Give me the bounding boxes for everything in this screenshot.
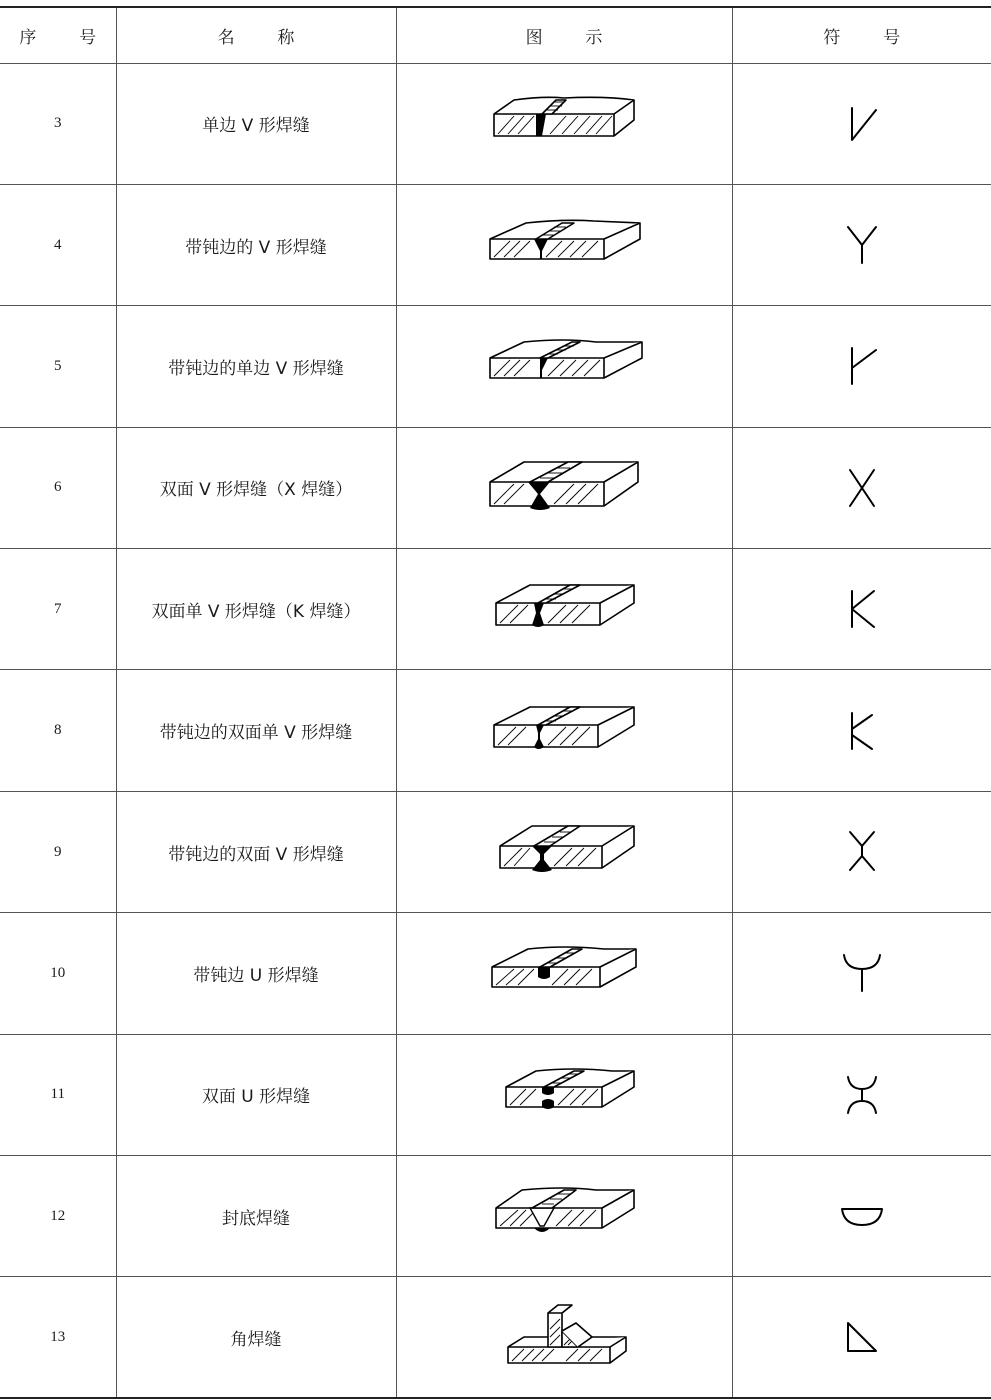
table-row [0, 63, 991, 184]
v-butt-weld-with-root-face-illustration [396, 184, 732, 305]
table-row [0, 791, 991, 912]
single-bevel-symbol [732, 63, 991, 184]
double-u-symbol [732, 1034, 991, 1155]
table-row [0, 1277, 991, 1398]
x-symbol [732, 427, 991, 548]
row-index: 9 [0, 791, 116, 912]
row-index: 13 [0, 1277, 116, 1398]
backing-weld-symbol [732, 1156, 991, 1277]
u-symbol [732, 913, 991, 1034]
single-bevel-with-root-face-illustration [396, 306, 732, 427]
row-name: 单边 V 形焊缝 [116, 63, 396, 184]
row-index: 8 [0, 670, 116, 791]
double-v-weld-illustration [396, 427, 732, 548]
row-index: 7 [0, 549, 116, 670]
k-symbol [732, 549, 991, 670]
row-name: 双面 U 形焊缝 [116, 1034, 396, 1155]
row-name: 带钝边的双面单 V 形焊缝 [116, 670, 396, 791]
row-name: 角焊缝 [116, 1277, 396, 1398]
row-index: 6 [0, 427, 116, 548]
header-index: 序 号 [0, 7, 116, 63]
header-symbol: 符 号 [732, 7, 991, 63]
backing-weld-illustration [396, 1156, 732, 1277]
double-bevel-weld-illustration [396, 549, 732, 670]
table-row [0, 306, 991, 427]
table-row [0, 670, 991, 791]
row-index: 3 [0, 63, 116, 184]
table-row [0, 913, 991, 1034]
row-name: 带钝边 U 形焊缝 [116, 913, 396, 1034]
row-name: 带钝边的单边 V 形焊缝 [116, 306, 396, 427]
table-row [0, 549, 991, 670]
double-v-with-root-face-illustration [396, 791, 732, 912]
single-bevel-butt-weld-illustration [396, 63, 732, 184]
row-index: 12 [0, 1156, 116, 1277]
u-weld-with-root-face-illustration [396, 913, 732, 1034]
y-symbol [732, 184, 991, 305]
weld-symbol-table [0, 6, 991, 1399]
row-name: 双面单 V 形焊缝（K 焊缝） [116, 549, 396, 670]
double-u-weld-illustration [396, 1034, 732, 1155]
header-name: 名 称 [116, 7, 396, 63]
row-name: 双面 V 形焊缝（X 焊缝） [116, 427, 396, 548]
row-index: 10 [0, 913, 116, 1034]
row-name: 带钝边的双面 V 形焊缝 [116, 791, 396, 912]
table-row [0, 1156, 991, 1277]
table-row [0, 184, 991, 305]
row-name: 带钝边的 V 形焊缝 [116, 184, 396, 305]
row-index: 5 [0, 306, 116, 427]
fillet-triangle-symbol [732, 1277, 991, 1398]
table-row [0, 1034, 991, 1155]
table-row [0, 427, 991, 548]
double-bevel-with-root-face-illustration [396, 670, 732, 791]
header-figure: 图 示 [396, 7, 732, 63]
fillet-weld-illustration [396, 1277, 732, 1398]
row-name: 封底焊缝 [116, 1156, 396, 1277]
k-root-face-symbol [732, 670, 991, 791]
table-header-row [0, 7, 991, 63]
single-bevel-root-face-symbol [732, 306, 991, 427]
double-y-symbol [732, 791, 991, 912]
row-index: 11 [0, 1034, 116, 1155]
row-index: 4 [0, 184, 116, 305]
